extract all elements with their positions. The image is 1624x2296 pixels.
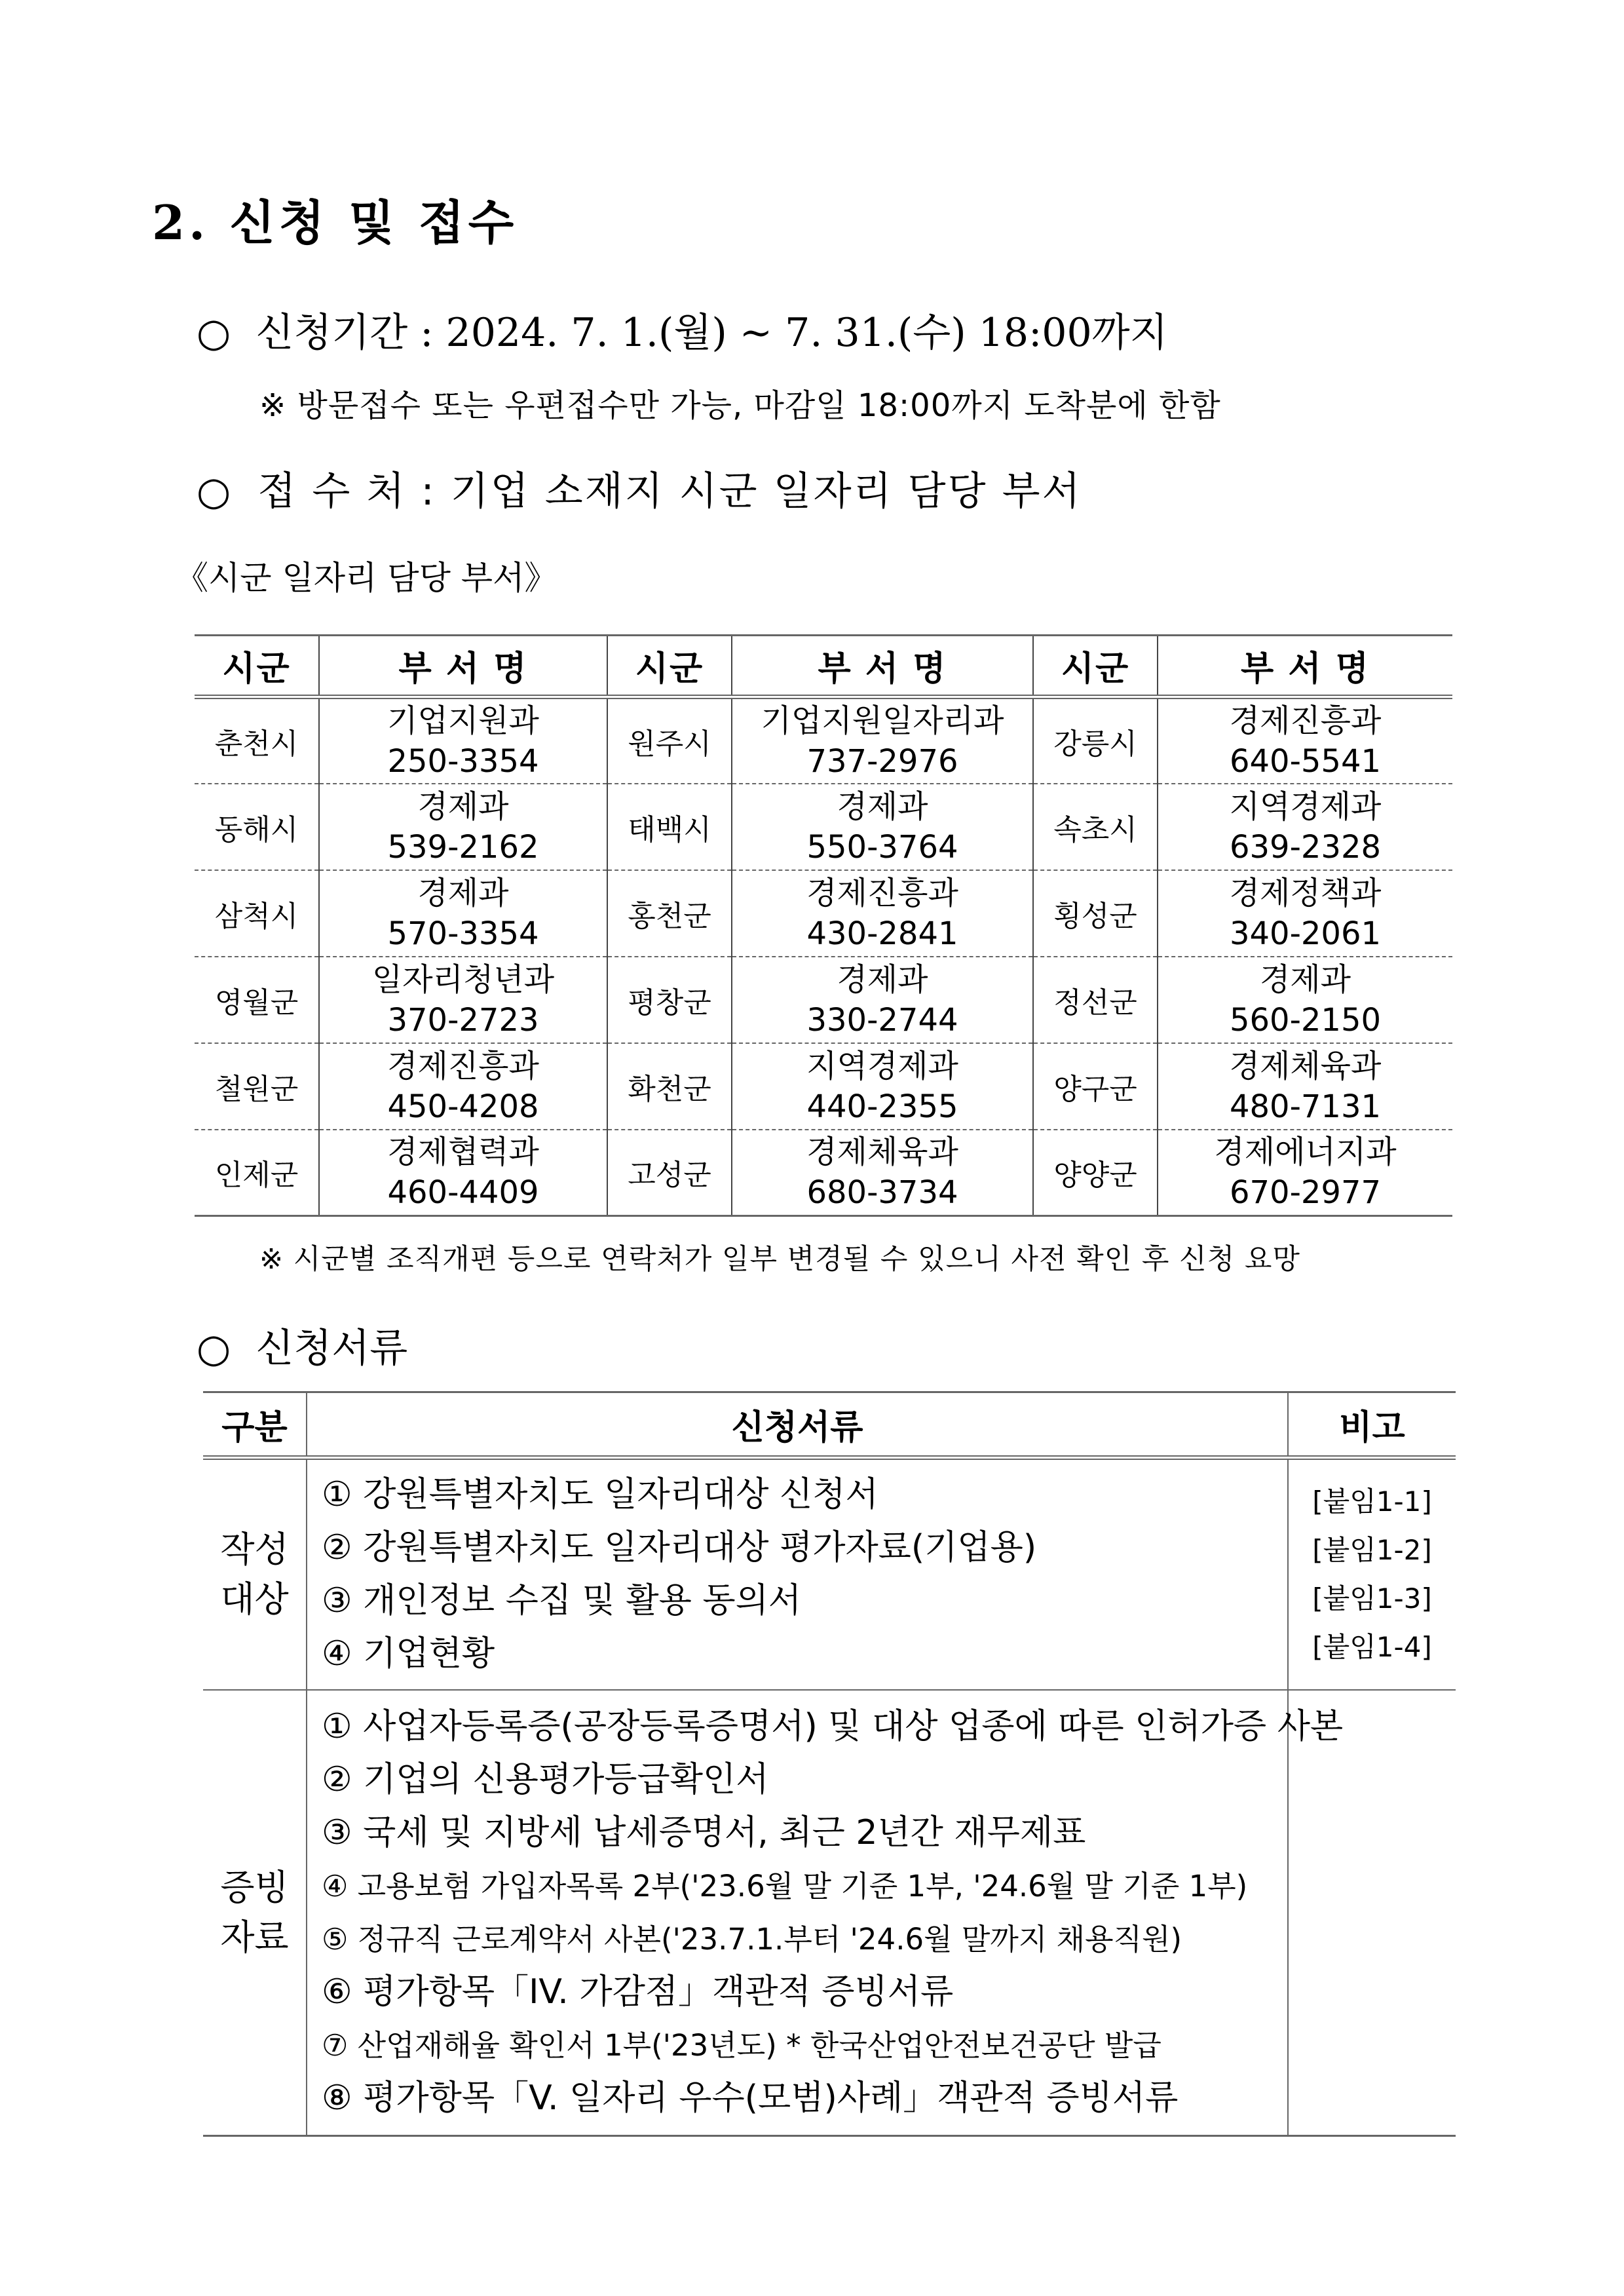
write-items-cell [307, 1458, 1288, 1691]
application-period [197, 301, 1168, 358]
dept-phone: 639-2328 [1229, 828, 1382, 866]
dept-cell [319, 784, 607, 870]
category-label: 자료 [220, 1917, 289, 1958]
application-period-text: 신청기간 : 2024. 7. 1.(월) ~ 7. 31.(수) 18:00까지 [255, 310, 1168, 356]
dept-name: 경제과 [837, 961, 928, 998]
dept-phone: 450-4208 [387, 1088, 539, 1125]
header-city: 시군 [607, 636, 732, 697]
department-table-header [195, 636, 1452, 697]
header-city: 시군 [195, 636, 319, 697]
dept-phone: 560-2150 [1229, 1001, 1382, 1039]
dept-phone: 550-3764 [806, 828, 958, 866]
dept-name: 경제체육과 [806, 1134, 958, 1171]
dept-cell [732, 784, 1033, 870]
period-note: ※ 방문접수 또는 우편접수만 가능, 마감일 18:00까지 도착분에 한함 [259, 387, 1221, 424]
list-item: ① 강원특별자치도 일자리대상 신청서 [322, 1475, 878, 1514]
category-label: 작성 [220, 1529, 289, 1570]
city-cell: 평창군 [607, 957, 732, 1043]
dept-phone: 340-2061 [1229, 915, 1382, 952]
list-item: ⑦ 산업재해율 확인서 1부('23년도) * 한국산업안전보건공단 발급 [322, 2028, 1161, 2063]
dept-phone: 670-2977 [1229, 1174, 1382, 1212]
dept-name: 경제진흥과 [1229, 702, 1382, 739]
header-dept: 부 서 명 [732, 636, 1033, 697]
city-cell: 인제군 [195, 1130, 319, 1216]
dept-cell [732, 957, 1033, 1043]
category-label: 증빙 [220, 1867, 289, 1908]
dept-name: 기업지원과 [387, 702, 539, 739]
table-row [195, 957, 1452, 1043]
header-city: 시군 [1033, 636, 1158, 697]
list-item: ① 사업자등록증(공장등록증명서) 및 대상 업종에 따른 인허가증 사본 [322, 1707, 1344, 1746]
header-dept: 부 서 명 [319, 636, 607, 697]
dept-phone: 539-2162 [387, 828, 539, 866]
dept-cell [319, 957, 607, 1043]
city-cell: 영월군 [195, 957, 319, 1043]
header-dept: 부 서 명 [1158, 636, 1452, 697]
reception-office [197, 460, 1082, 516]
circle-bullet-icon: ○ [197, 469, 233, 514]
dept-name: 기업지원일자리과 [761, 702, 1004, 739]
city-cell: 원주시 [607, 697, 732, 784]
list-item: ④ 고용보험 가입자목록 2부('23.6월 말 기준 1부, '24.6월 말 기준 1부) [322, 1869, 1248, 1904]
table-row [203, 1458, 1456, 1691]
dept-table-caption: 《시군 일자리 담당 부서》 [176, 559, 557, 597]
city-cell: 춘천시 [195, 697, 319, 784]
dept-cell [1158, 957, 1452, 1043]
header-remarks: 비고 [1288, 1392, 1456, 1458]
city-cell: 정선군 [1033, 957, 1158, 1043]
table-row [195, 1130, 1452, 1216]
header-documents: 신청서류 [307, 1392, 1288, 1458]
table-row [203, 1690, 1456, 2136]
documents-table [203, 1391, 1456, 2137]
remarks-cell [1288, 1690, 1456, 2136]
category-label: 대상 [220, 1578, 289, 1620]
documents-table-header [203, 1392, 1456, 1458]
dept-phone: 737-2976 [806, 742, 958, 780]
remark-label: [붙임1-1] [1312, 1485, 1432, 1518]
dept-name: 경제진흥과 [387, 1047, 539, 1084]
dept-name: 지역경제과 [1229, 788, 1382, 825]
list-item: ⑤ 정규직 근로계약서 사본('23.7.1.부터 '24.6월 말까지 채용직원) [322, 1922, 1182, 1957]
city-cell: 속초시 [1033, 784, 1158, 870]
category-cell [203, 1690, 307, 2136]
table-row [195, 870, 1452, 957]
dept-cell [1158, 784, 1452, 870]
dept-name: 경제과 [417, 874, 509, 911]
list-item: ② 기업의 신용평가등급확인서 [322, 1760, 769, 1799]
dept-phone: 480-7131 [1229, 1088, 1382, 1125]
reception-office-text: 접 수 처 : 기업 소재지 시군 일자리 담당 부서 [257, 469, 1082, 514]
city-cell: 화천군 [607, 1043, 732, 1130]
remark-label: [붙임1-4] [1312, 1631, 1432, 1663]
proof-items-cell [307, 1690, 1344, 2136]
list-item: ③ 개인정보 수집 및 활용 동의서 [322, 1581, 802, 1620]
table-row [195, 1043, 1452, 1130]
dept-name: 지역경제과 [806, 1047, 958, 1084]
dept-name: 경제체육과 [1229, 1047, 1382, 1084]
city-cell: 강릉시 [1033, 697, 1158, 784]
city-cell: 양구군 [1033, 1043, 1158, 1130]
table-row [195, 697, 1452, 784]
circle-bullet-icon: ○ [197, 1326, 231, 1371]
dept-name: 경제정책과 [1229, 874, 1382, 911]
dept-cell [1158, 697, 1452, 784]
dept-name: 경제과 [417, 788, 509, 825]
city-cell: 홍천군 [607, 870, 732, 957]
dept-phone: 460-4409 [387, 1174, 539, 1212]
list-item: ⑧ 평가항목「V. 일자리 우수(모범)사례」객관적 증빙서류 [322, 2078, 1179, 2118]
city-cell: 횡성군 [1033, 870, 1158, 957]
section-title: 2. 신청 및 접수 [152, 195, 518, 250]
list-item: ⑥ 평가항목「IV. 가감점」객관적 증빙서류 [322, 1972, 954, 2012]
dept-cell [1158, 1130, 1452, 1216]
dept-phone: 440-2355 [806, 1088, 958, 1125]
list-item: ④ 기업현황 [322, 1634, 495, 1674]
dept-cell [732, 697, 1033, 784]
dept-cell [319, 1130, 607, 1216]
dept-phone: 430-2841 [806, 915, 958, 952]
list-item: ② 강원특별자치도 일자리대상 평가자료(기업용) [322, 1528, 1037, 1567]
dept-cell [1158, 1043, 1452, 1130]
city-cell: 고성군 [607, 1130, 732, 1216]
dept-cell [1158, 870, 1452, 957]
documents-heading [197, 1317, 407, 1373]
dept-name: 경제진흥과 [806, 874, 958, 911]
dept-phone: 330-2744 [806, 1001, 958, 1039]
dept-cell [732, 870, 1033, 957]
city-cell: 삼척시 [195, 870, 319, 957]
dept-phone: 570-3354 [387, 915, 539, 952]
documents-heading-text: 신청서류 [255, 1326, 408, 1371]
dept-name: 경제에너지과 [1214, 1134, 1397, 1171]
dept-name: 경제과 [1259, 961, 1351, 998]
remark-label: [붙임1-3] [1312, 1582, 1432, 1615]
dept-name: 경제과 [837, 788, 928, 825]
dept-phone: 680-3734 [806, 1174, 958, 1212]
category-cell [203, 1458, 307, 1691]
dept-note: ※ 시군별 조직개편 등으로 연락처가 일부 변경될 수 있으니 사전 확인 후 신청 요망 [259, 1243, 1300, 1276]
dept-cell [319, 870, 607, 957]
dept-cell [732, 1043, 1033, 1130]
dept-cell [319, 1043, 607, 1130]
city-cell: 양양군 [1033, 1130, 1158, 1216]
department-table [195, 634, 1452, 1217]
remarks-cell [1288, 1458, 1456, 1691]
city-cell: 동해시 [195, 784, 319, 870]
table-row [195, 784, 1452, 870]
city-cell: 태백시 [607, 784, 732, 870]
dept-phone: 250-3354 [387, 742, 539, 780]
remark-label: [붙임1-2] [1312, 1534, 1432, 1566]
list-item: ③ 국세 및 지방세 납세증명서, 최근 2년간 재무제표 [322, 1813, 1086, 1852]
city-cell: 철원군 [195, 1043, 319, 1130]
header-category: 구분 [203, 1392, 307, 1458]
dept-name: 일자리청년과 [371, 961, 555, 998]
circle-bullet-icon: ○ [197, 310, 231, 356]
dept-name: 경제협력과 [387, 1134, 539, 1171]
dept-phone: 370-2723 [387, 1001, 539, 1039]
dept-cell [319, 697, 607, 784]
dept-cell [732, 1130, 1033, 1216]
dept-phone: 640-5541 [1229, 742, 1382, 780]
